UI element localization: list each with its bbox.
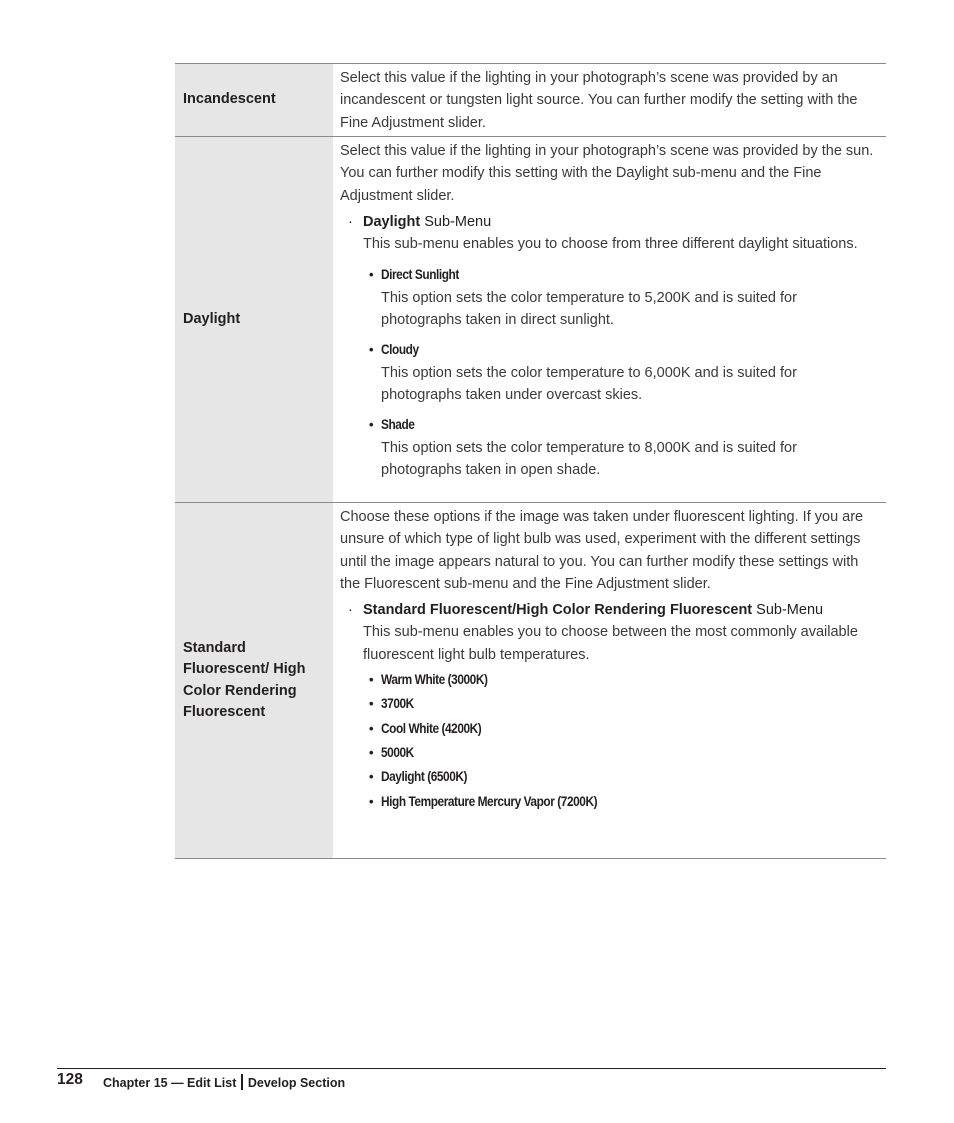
row-description xyxy=(333,64,886,136)
option-title: Shade xyxy=(381,417,415,433)
row-label: Standard Fluorescent/ High Color Rendering Fluorescent xyxy=(175,503,333,858)
bullet-glyph: · xyxy=(348,602,353,619)
option-description: This option sets the color temperature to 5,200K and is suited for photographs taken in direct sunlight. xyxy=(381,289,797,329)
list-item-text: 3700K xyxy=(381,696,414,712)
table-row-fluorescent xyxy=(175,503,886,859)
option-title: Direct Sunlight xyxy=(381,267,459,283)
list-item xyxy=(340,668,878,692)
table-row-incandescent xyxy=(175,64,886,137)
list-item-text: Daylight (6500K) xyxy=(381,769,468,785)
submenu-description: This sub-menu enables you to choose from three different daylight situations. xyxy=(363,236,858,253)
option-description: This option sets the color temperature to 8,000K and is suited for photographs taken in open shade. xyxy=(381,439,797,478)
option-item xyxy=(340,414,878,481)
temperature-list xyxy=(340,668,878,814)
footer-section: Develop Section xyxy=(247,1076,346,1090)
list-item-text: 5000K xyxy=(381,744,414,760)
settings-table xyxy=(175,63,886,859)
bullet-glyph: • xyxy=(369,696,374,712)
submenu-title xyxy=(363,599,878,621)
footer-separator xyxy=(241,1074,243,1090)
option-item xyxy=(340,264,878,331)
list-item xyxy=(340,765,878,789)
description-text: Select this value if the lighting in your photograph’s scene was provided by the sun. You can further modify this setting with the Daylight sub-menu and the Fine Adjustment slider. xyxy=(340,143,874,204)
list-item-text: Cool White (4200K) xyxy=(381,720,482,736)
bullet-glyph: · xyxy=(348,213,353,230)
submenu-title-bold: Daylight xyxy=(363,213,421,230)
footer-chapter: Chapter 15 — Edit List xyxy=(103,1076,237,1090)
bullet-glyph: • xyxy=(369,672,374,688)
bullet-glyph: • xyxy=(369,342,374,358)
option-description: This option sets the color temperature to 6,000K and is suited for photographs taken under overcast skies. xyxy=(381,364,797,403)
bullet-glyph: • xyxy=(369,417,374,433)
bullet-glyph: • xyxy=(369,720,374,736)
option-title: Cloudy xyxy=(381,342,419,358)
submenu-title-rest: Sub-Menu xyxy=(752,602,824,619)
bullet-glyph: • xyxy=(369,744,374,760)
bullet-glyph: • xyxy=(369,267,374,283)
row-label: Daylight xyxy=(175,137,333,502)
bullet-glyph: • xyxy=(369,769,374,785)
list-item xyxy=(340,741,878,765)
row-description xyxy=(333,137,886,502)
list-item xyxy=(340,692,878,716)
submenu-block xyxy=(340,211,878,256)
list-item xyxy=(340,790,878,814)
row-label: Incandescent xyxy=(175,64,333,136)
description-text: Choose these options if the image was taken under fluorescent lighting. If you are unsure of which type of light bulb was used, experiment with the different settings until the image appears natural to you. You can further modify these settings with the Fluorescent sub-menu and the Fine Adjustment slider. xyxy=(340,509,864,592)
list-item xyxy=(340,717,878,741)
running-footer xyxy=(103,1074,345,1090)
description-text: Select this value if the lighting in your photograph’s scene was provided by an incandescent or tungsten light source. You can further modify the setting with the Fine Adjustment slider. xyxy=(340,70,858,131)
page-number: 128 xyxy=(57,1071,83,1088)
submenu-title xyxy=(363,211,878,233)
footer-rule xyxy=(57,1068,886,1069)
list-item-text: High Temperature Mercury Vapor (7200K) xyxy=(381,793,598,809)
bullet-glyph: • xyxy=(369,793,374,809)
table-row-daylight xyxy=(175,137,886,503)
option-item xyxy=(340,339,878,406)
list-item-text: Warm White (3000K) xyxy=(381,672,488,688)
submenu-description: This sub-menu enables you to choose between the most commonly available fluorescent light bulb temperatures. xyxy=(363,624,858,663)
submenu-title-bold: Standard Fluorescent/High Color Rendering Fluorescent xyxy=(363,602,753,619)
submenu-block xyxy=(340,599,878,666)
submenu-title-rest: Sub-Menu xyxy=(420,213,492,230)
row-description xyxy=(333,503,886,858)
